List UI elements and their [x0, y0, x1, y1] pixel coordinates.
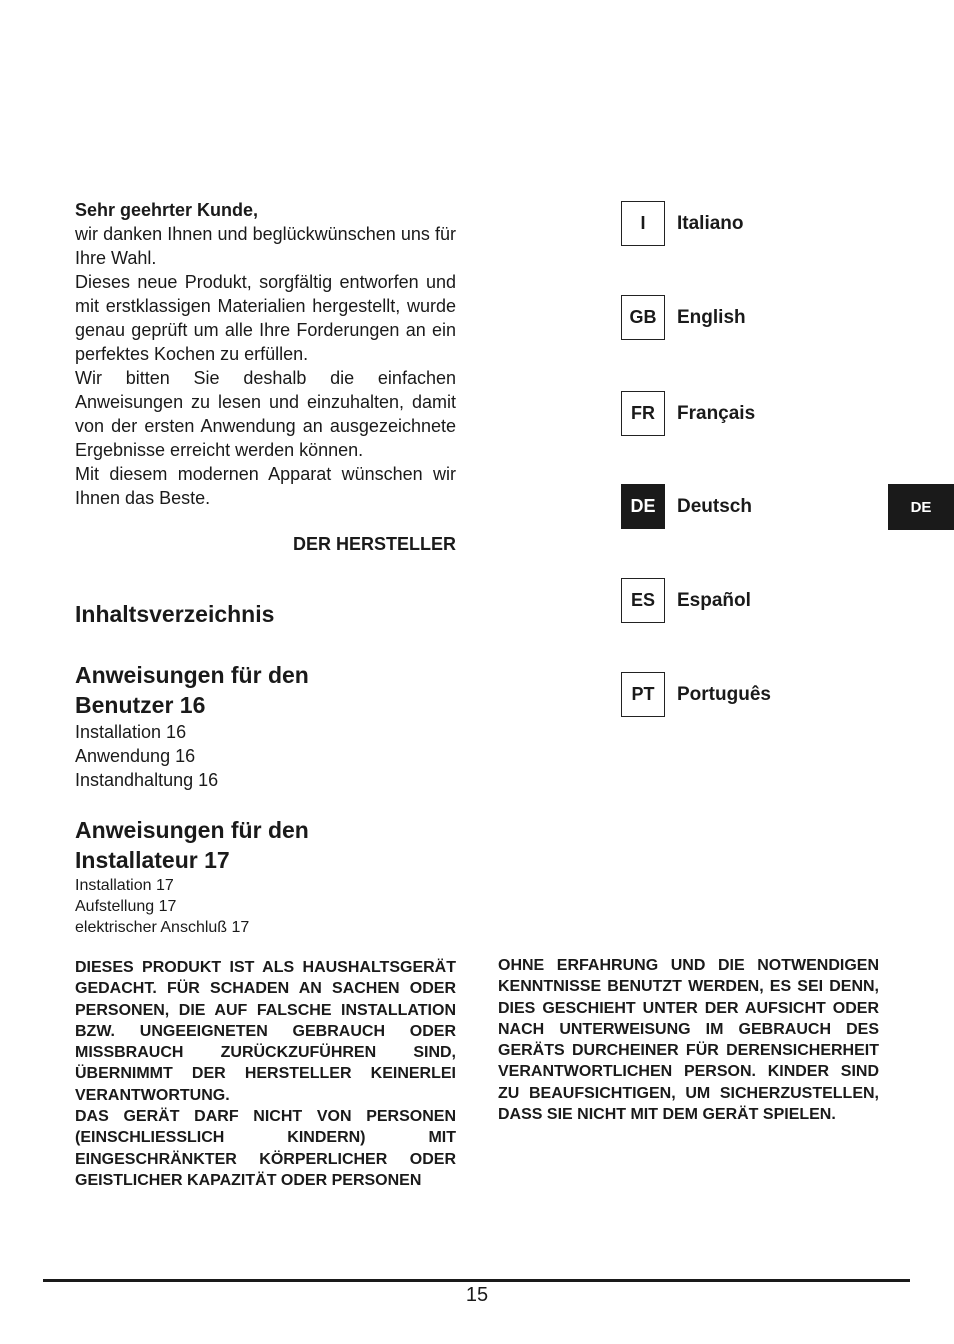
- language-code-box: I: [621, 201, 665, 246]
- warning-right: OHNE ERFAHRUNG UND DIE NOTWENDIGEN KENNTNISSE BENUTZT WERDEN, ES SEI DENN, DIES GESCHIEHT UNTER DER AUFSICHT ODER NACH UNTERWEISUNG IM GEBRAUCH DES GERÄTS DURCHEINER FÜR DERENSICHERHEIT VERANTWORTLICHEN PERSON. KINDER SIND ZU BEAUFSICHTIGEN, UM SICHERZUSTELLEN, DASS SIE NICHT MIT DEM GERÄT SPIELEN.: [498, 957, 879, 1124]
- language-name: English: [677, 306, 746, 328]
- section-title: Anweisungen für den: [75, 817, 309, 843]
- toc-title: Inhaltsverzeichnis: [75, 601, 275, 627]
- section-title: Benutzer 16: [75, 692, 206, 718]
- language-name: Italiano: [677, 212, 744, 234]
- intro-paragraph: wir danken Ihnen und beglückwünschen uns für Ihre Wahl.: [75, 224, 456, 268]
- toc-user-section: [75, 660, 309, 792]
- language-side-tab: DE: [888, 484, 954, 530]
- language-portugues[interactable]: [621, 671, 771, 718]
- toc-item: Anwendung 16: [75, 746, 196, 766]
- intro-paragraph: Mit diesem modernen Apparat wünschen wir Ihnen das Beste.: [75, 464, 456, 508]
- toc-installer-section: [75, 815, 309, 938]
- language-name: Deutsch: [677, 495, 752, 517]
- warning-left: [75, 957, 456, 1191]
- language-code-box: ES: [621, 578, 665, 623]
- intro-paragraph: Wir bitten Sie deshalb die einfachen Anweisungen zu lesen und einzuhalten, damit von der ersten Anwendung an ausgezeichnete Ergebnisse erreicht werden können.: [75, 368, 456, 460]
- greeting-text: [75, 198, 456, 510]
- toc-item: elektrischer Anschluß 17: [75, 919, 250, 936]
- page-number: 15: [465, 1284, 489, 1306]
- language-english[interactable]: [621, 294, 746, 341]
- salutation: Sehr geehrter Kunde,: [75, 200, 259, 220]
- language-name: Français: [677, 402, 756, 424]
- toc-item: Instandhaltung 16: [75, 770, 219, 790]
- language-francais[interactable]: [621, 390, 755, 437]
- section-title: Anweisungen für den: [75, 662, 309, 688]
- intro-paragraph: Dieses neue Produkt, sorgfältig entworfen und mit erstklassigen Materialien hergestellt, wurde genau geprüft um alle Ihre Forderungen an ein perfektes Kochen zu erfüllen.: [75, 272, 456, 364]
- toc-item: Installation 16: [75, 722, 187, 742]
- language-code-box: GB: [621, 295, 665, 340]
- language-name: Español: [677, 589, 751, 611]
- manufacturer-signature: DER HERSTELLER: [292, 534, 456, 554]
- warning-paragraph: DAS GERÄT DARF NICHT VON PERSONEN (EINSCHLIESSLICH KINDERN) MIT EINGESCHRÄNKTER KÖRPERLICHER ODER GEISTLICHER KAPAZITÄT ODER PERSONEN: [75, 1108, 456, 1189]
- language-italiano[interactable]: [621, 200, 744, 247]
- language-espanol[interactable]: [621, 577, 751, 624]
- language-name: Português: [677, 683, 771, 705]
- language-code-box: PT: [621, 672, 665, 717]
- language-code-box-active: DE: [621, 484, 665, 529]
- toc-item: Installation 17: [75, 877, 174, 894]
- warning-paragraph: DIESES PRODUKT IST ALS HAUSHALTSGERÄT GEDACHT. FÜR SCHADEN AN SACHEN ODER PERSONEN, DIE AUF FALSCHE INSTALLATION BZW. UNGEEIGNETEN GEBRAUCH ODER MISSBRAUCH ZURÜCKZUFÜHREN SIND, ÜBERNIMMT DER HERSTELLER KEINERLEI VERANTWORTUNG.: [75, 959, 456, 1104]
- language-deutsch[interactable]: [621, 483, 752, 530]
- toc-item: Aufstellung 17: [75, 898, 177, 915]
- footer-divider: [43, 1279, 910, 1282]
- section-title: Installateur 17: [75, 847, 230, 873]
- language-code-box: FR: [621, 391, 665, 436]
